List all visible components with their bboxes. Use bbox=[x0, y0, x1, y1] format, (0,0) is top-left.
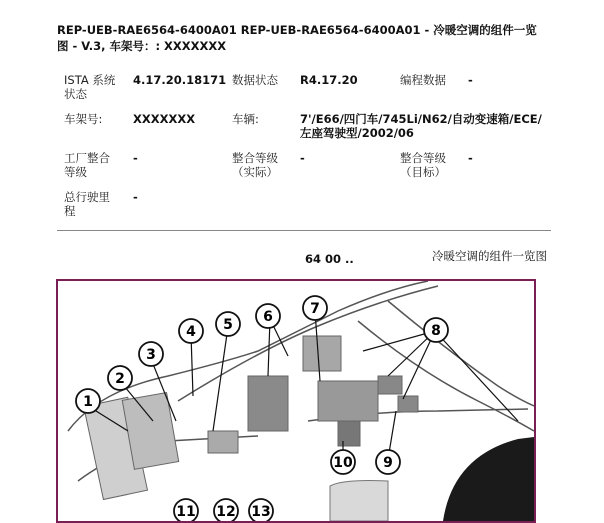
data-status-label: 数据状态 bbox=[232, 73, 278, 87]
actual-level-value: - bbox=[300, 151, 305, 165]
factory-level-label: 工厂整合等级 bbox=[64, 151, 110, 179]
vin-label: 车架号: bbox=[64, 112, 103, 126]
svg-text:6: 6 bbox=[263, 309, 273, 325]
svg-text:2: 2 bbox=[115, 371, 125, 387]
factory-level-value: - bbox=[133, 151, 138, 165]
component-overview-figure bbox=[56, 279, 536, 523]
target-level-value: - bbox=[468, 151, 473, 165]
callout-12 bbox=[214, 499, 238, 521]
svg-text:9: 9 bbox=[383, 455, 393, 471]
ista-value: 4.17.20.18171 bbox=[133, 73, 227, 87]
programming-data-value: - bbox=[468, 73, 473, 87]
svg-text:8: 8 bbox=[431, 323, 441, 339]
svg-text:12: 12 bbox=[216, 504, 236, 520]
vin-value: XXXXXXX bbox=[133, 112, 196, 126]
callout-10 bbox=[331, 450, 355, 474]
section-divider bbox=[57, 230, 551, 231]
callout-9 bbox=[376, 450, 400, 474]
mileage-value: - bbox=[133, 190, 138, 204]
wheel-arch bbox=[443, 437, 534, 521]
callout-4 bbox=[179, 319, 203, 343]
svg-text:13: 13 bbox=[251, 504, 271, 520]
callout-3 bbox=[139, 342, 163, 366]
svg-text:11: 11 bbox=[176, 504, 196, 520]
data-status-value: R4.17.20 bbox=[300, 73, 358, 87]
mileage-label: 总行驶里程 bbox=[64, 190, 110, 218]
callout-5 bbox=[216, 312, 240, 336]
svg-text:5: 5 bbox=[223, 317, 233, 333]
callout-8 bbox=[424, 318, 448, 342]
section-code: 64 00 .. bbox=[305, 252, 354, 266]
callout-13 bbox=[249, 499, 273, 521]
callout-2 bbox=[108, 366, 132, 390]
target-level-label: 整合等级（目标） bbox=[400, 151, 446, 179]
document-title: REP-UEB-RAE6564-6400A01 REP-UEB-RAE6564-6400A01 - 冷暖空调的组件一览图 - V.3, 车架号：: XXXXXXX bbox=[57, 23, 537, 53]
callout-6 bbox=[256, 304, 280, 328]
callout-11 bbox=[174, 499, 198, 521]
callout-1 bbox=[76, 389, 100, 413]
vehicle-value: 7'/E66/四门车/745Li/N62/自动变速箱/ECE/左座驾驶型/2002/06 bbox=[300, 112, 542, 140]
callout-7 bbox=[303, 296, 327, 320]
car-cutaway-illustration bbox=[58, 281, 534, 521]
vehicle-label: 车辆: bbox=[232, 112, 259, 126]
component-shapes bbox=[84, 336, 418, 500]
svg-text:1: 1 bbox=[83, 394, 93, 410]
actual-level-label: 整合等级（实际） bbox=[232, 151, 278, 179]
svg-text:10: 10 bbox=[333, 455, 353, 471]
svg-text:7: 7 bbox=[310, 301, 320, 317]
svg-text:4: 4 bbox=[186, 324, 196, 340]
section-description: 冷暖空调的组件一览图 bbox=[432, 249, 547, 263]
programming-data-label: 编程数据 bbox=[400, 73, 446, 87]
seat-shape bbox=[330, 481, 388, 521]
svg-text:3: 3 bbox=[146, 347, 156, 363]
ista-label: ISTA 系统状态 bbox=[64, 73, 116, 101]
